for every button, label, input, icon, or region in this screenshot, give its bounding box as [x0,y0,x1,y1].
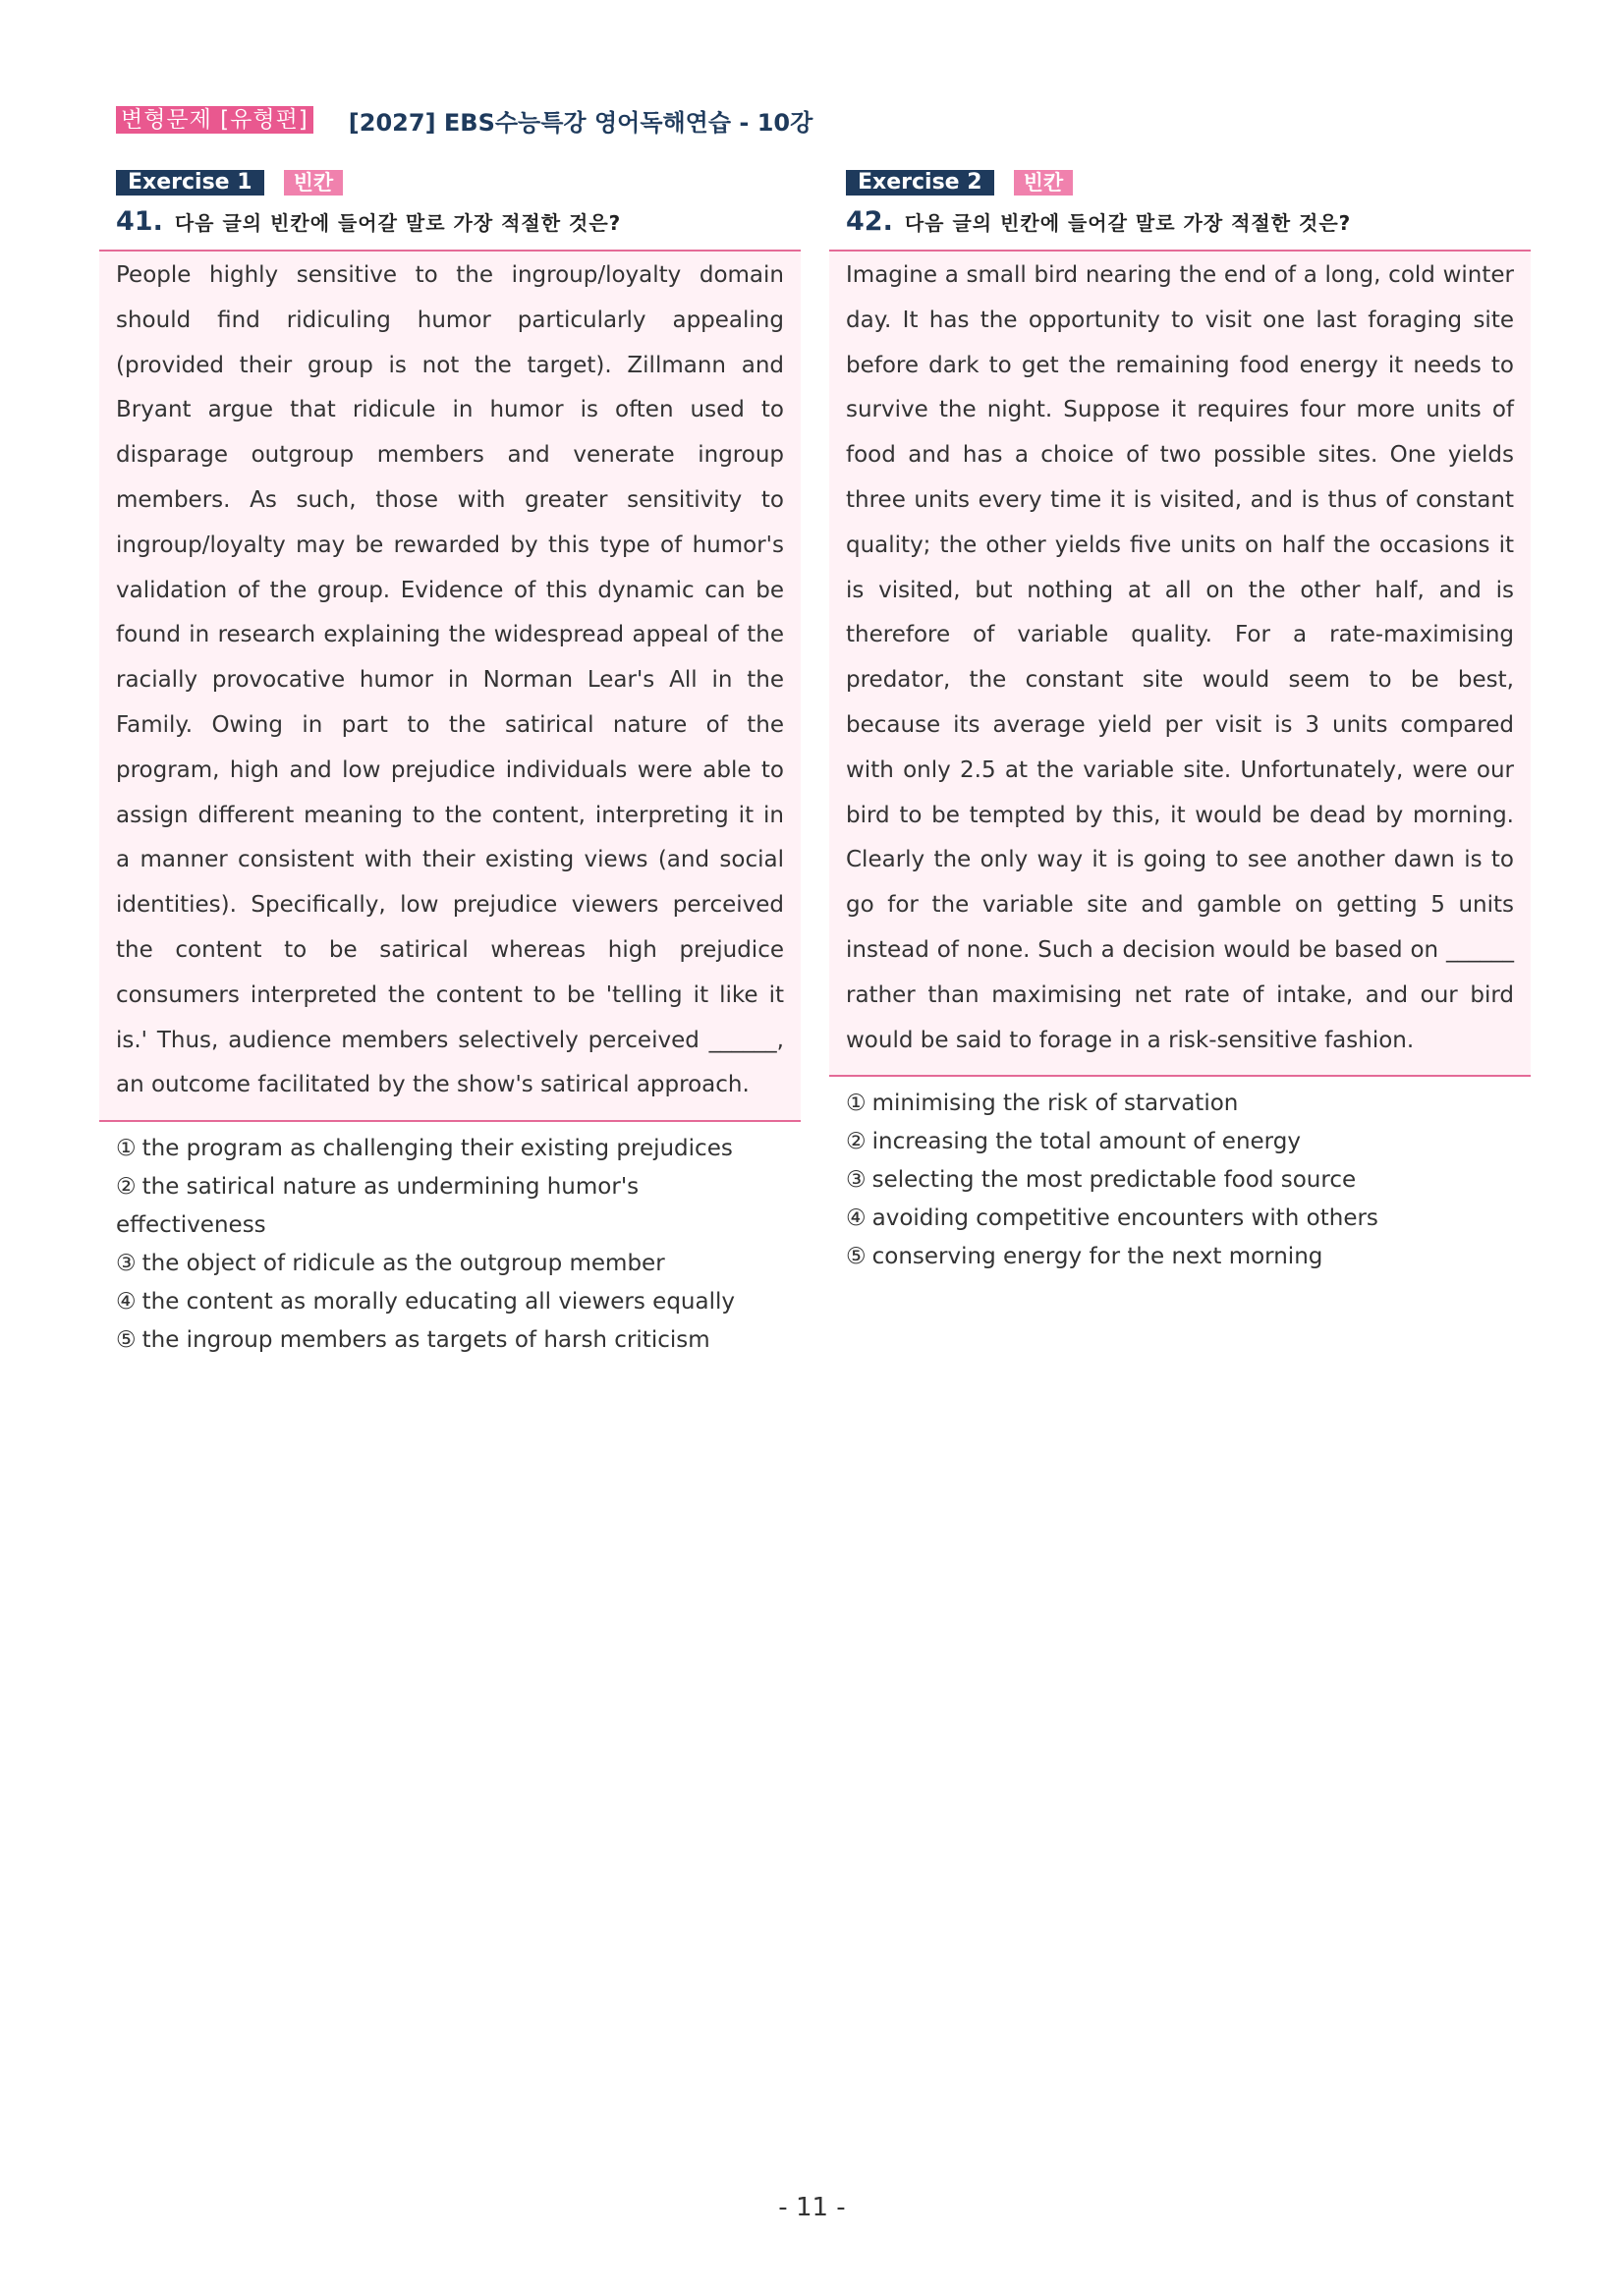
option-text: the content as morally educating all viewers equally [141,1289,735,1316]
passage-box [829,250,1531,1077]
page-header [116,102,812,138]
option-text: the satirical nature as undermining humor's effectiveness [116,1174,640,1239]
answer-option[interactable] [846,1123,1514,1161]
option-number: ⑤ [116,1327,137,1354]
question-text: 다음 글의 빈칸에 들어갈 말로 가장 적절한 것은? [174,211,622,235]
answer-option[interactable] [846,1238,1514,1276]
option-number: ① [116,1136,137,1162]
option-text: the program as challenging their existing prejudices [141,1136,733,1162]
answer-options [99,1130,801,1360]
question-text: 다음 글의 빈칸에 들어갈 말로 가장 적절한 것은? [904,211,1352,235]
passage-text: People highly sensitive to the ingroup/loyalty domain should find ridiculing humor particularly appealing (provided their group is not the target). Zillmann and Bryant argue that ridicule in humor is often used to disparage outgroup members and venerate ingroup members. As such, those with greater sensitivity to ingroup/loyalty may be rewarded by this type of humor's validation of the group. Evidence of this dynamic can be found in research explaining the widespread appeal of the racially provocative humor in Norman Lear's All in the Family. Owing in part to the satirical nature of the program, high and low prejudice individuals were able to assign different meaning to the content, interpreting it in a manner consistent with their existing views (and social identities). Specifically, low prejudice viewers perceived the content to be satirical whereas high prejudice consumers interpreted the content to be 'telling it like it is.' Thus, audience members selectively perceived ______, an outcome facilitated by the show's satirical approach. [116,262,784,1098]
exercise-2 [829,169,1531,1276]
answer-option[interactable] [846,1200,1514,1238]
question-number: 42. [846,206,893,237]
answer-option[interactable] [846,1161,1514,1200]
option-text: increasing the total amount of energy [871,1129,1301,1155]
option-text: conserving energy for the next morning [871,1244,1323,1270]
answer-option[interactable] [116,1321,784,1360]
option-number: ④ [846,1205,867,1232]
passage-box [99,250,801,1122]
option-number: ② [116,1174,137,1201]
exercise-label-row [116,169,801,196]
option-number: ⑤ [846,1244,867,1270]
question-prompt [846,206,1531,244]
option-text: the ingroup members as targets of harsh criticism [141,1327,710,1354]
passage-text: Imagine a small bird nearing the end of a long, cold winter day. It has the opportunity to visit one last foraging site before dark to get the remaining food energy it needs to survive the night. Suppose it requires four more units of food and has a choice of two possible sites. One yields three units every time it is visited, and is thus of constant quality; the other yields five units on half the occasions it is visited, but nothing at all on the other half, and is therefore of variable quality. For a rate-maximising predator, the constant site would seem to be best, because its average yield per visit is 3 units compared with only 2.5 at the variable site. Unfortunately, were our bird to be tempted by this, it would be dead by morning. Clearly the only way it is going to see another dawn is to go for the variable site and gamble on getting 5 units instead of none. Such a decision would be based on ______ rather than maximising net rate of intake, and our bird would be said to forage in a risk-sensitive fashion. [846,262,1514,1053]
option-number: ③ [846,1167,867,1194]
option-text: the object of ridicule as the outgroup member [141,1251,665,1277]
exercise-1 [99,169,801,1360]
question-number: 41. [116,206,163,237]
exercise-badge: Exercise 2 [846,170,994,196]
option-number: ① [846,1091,867,1117]
answer-option[interactable] [116,1168,784,1245]
answer-option[interactable] [116,1130,784,1168]
option-number: ② [846,1129,867,1155]
option-number: ③ [116,1251,137,1277]
option-number: ④ [116,1289,137,1316]
option-text: selecting the most predictable food source [871,1167,1357,1194]
question-prompt [116,206,801,244]
answer-option[interactable] [846,1085,1514,1123]
exercise-badge: Exercise 1 [116,170,264,196]
document-title: [2027] EBS수능특강 영어독해연습 - 10강 [348,108,813,137]
category-tag: 변형문제 [유형편] [116,106,313,134]
question-type-tag: 빈칸 [1014,170,1074,196]
option-text: minimising the risk of starvation [871,1091,1239,1117]
answer-option[interactable] [116,1245,784,1283]
exercise-label-row [846,169,1531,196]
answer-options [829,1085,1531,1276]
question-type-tag: 빈칸 [284,170,344,196]
option-text: avoiding competitive encounters with others [871,1205,1378,1232]
page-number: - 11 - [778,2193,846,2222]
answer-option[interactable] [116,1283,784,1321]
